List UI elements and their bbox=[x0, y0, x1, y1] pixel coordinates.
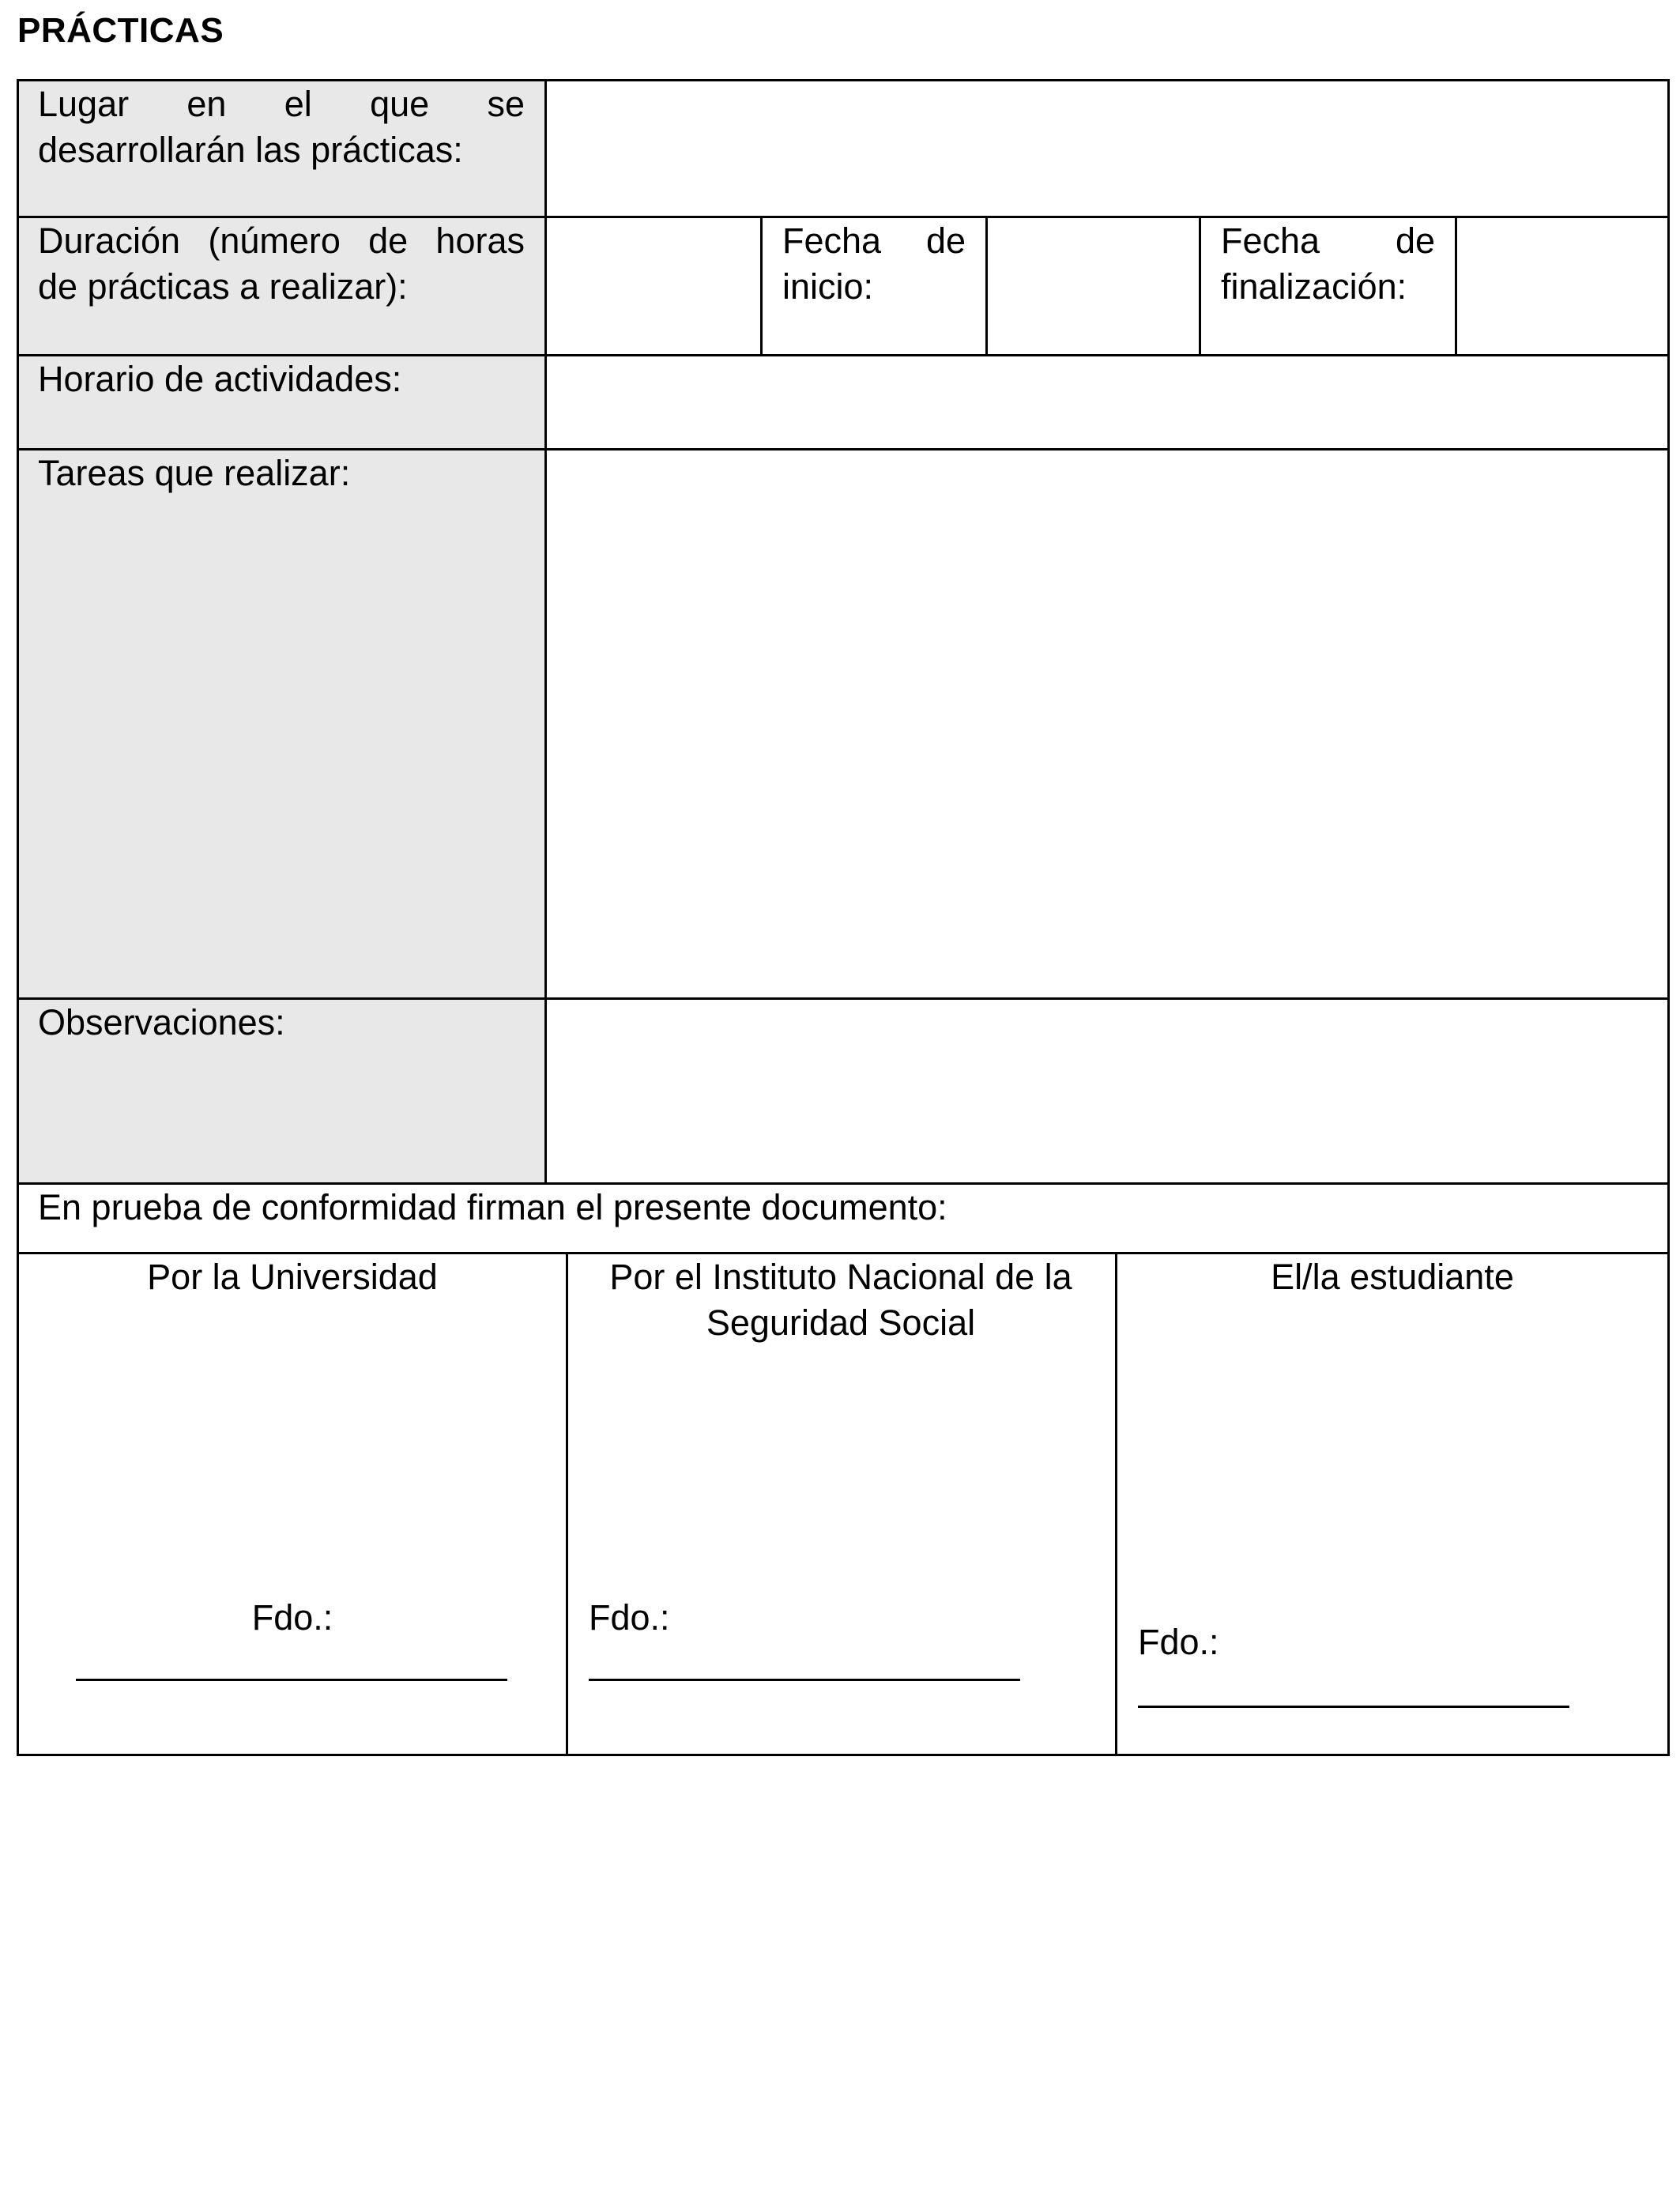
firma-instituto-header: Por el Instituto Nacional de la Seguridad Social bbox=[609, 1257, 1072, 1343]
fecha-inicio-label-line2: inicio: bbox=[782, 266, 874, 307]
tareas-value-field[interactable] bbox=[547, 450, 1667, 997]
firma-universidad-signature-line[interactable] bbox=[76, 1679, 507, 1681]
firma-column-divider bbox=[1115, 1252, 1117, 1756]
table-border-right bbox=[1667, 79, 1670, 1756]
duracion-label-line1: Duración (número de horas bbox=[38, 221, 525, 261]
fecha-inicio-label bbox=[782, 218, 966, 310]
observaciones-label: Observaciones: bbox=[38, 1002, 285, 1042]
lugar-label-line2: desarrollarán las prácticas: bbox=[38, 130, 463, 170]
fecha-inicio-field[interactable] bbox=[988, 218, 1199, 354]
firma-instituto-fdo: Fdo.: bbox=[589, 1597, 670, 1638]
firma-column-divider bbox=[566, 1252, 568, 1756]
fecha-fin-field[interactable] bbox=[1457, 218, 1667, 354]
firma-universidad-fdo: Fdo.: bbox=[251, 1597, 333, 1638]
duracion-label-line2: de prácticas a realizar): bbox=[38, 266, 408, 307]
fecha-inicio-label-line1: Fecha de bbox=[782, 221, 966, 261]
horario-value-field[interactable] bbox=[547, 356, 1667, 448]
firma-estudiante-fdo: Fdo.: bbox=[1138, 1622, 1219, 1662]
lugar-value-field[interactable] bbox=[547, 81, 1667, 216]
table-border-left bbox=[17, 79, 19, 1756]
tareas-label: Tareas que realizar: bbox=[38, 453, 351, 493]
fecha-fin-label-line1: Fecha de bbox=[1221, 221, 1435, 261]
table-border-bottom bbox=[17, 1754, 1670, 1756]
duracion-cell-divider bbox=[1199, 216, 1201, 356]
duracion-value-field[interactable] bbox=[547, 218, 760, 354]
horario-label: Horario de actividades: bbox=[38, 359, 402, 399]
firma-estudiante-signature-line[interactable] bbox=[1138, 1706, 1569, 1708]
lugar-label bbox=[38, 81, 525, 173]
firma-instituto-signature-line[interactable] bbox=[589, 1679, 1020, 1681]
firma-universidad-header: Por la Universidad bbox=[147, 1257, 438, 1297]
conformidad-text: En prueba de conformidad firman el presente documento: bbox=[38, 1187, 947, 1227]
page-title: PRÁCTICAS bbox=[17, 11, 224, 50]
duracion-cell-divider bbox=[760, 216, 763, 356]
fecha-fin-label bbox=[1221, 218, 1435, 310]
duracion-label bbox=[38, 218, 525, 310]
lugar-label-line1: Lugar en el que se bbox=[38, 84, 525, 124]
fecha-fin-label-line2: finalización: bbox=[1221, 266, 1407, 307]
observaciones-value-field[interactable] bbox=[547, 1000, 1667, 1182]
firma-estudiante-header: El/la estudiante bbox=[1271, 1257, 1514, 1297]
